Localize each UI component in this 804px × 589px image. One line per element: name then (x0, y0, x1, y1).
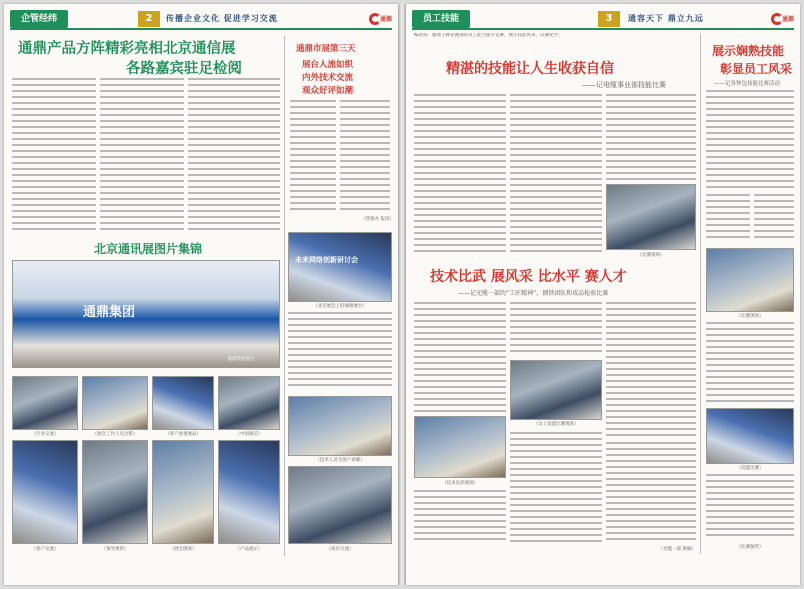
caption-10: （产品展示） (235, 547, 263, 552)
side-article-text3 (754, 194, 794, 242)
side-article-text2 (706, 194, 750, 242)
section-tag: 员工技能 (412, 10, 470, 28)
article1-col2 (510, 94, 602, 254)
caption-1: （比赛现场） (637, 253, 665, 258)
article-body-col1 (12, 78, 96, 234)
side-headline-2: 彰显员工风采 (720, 62, 793, 76)
caption-6: （比赛颁奖） (736, 545, 764, 550)
side-headline-1: 通鼎市展第三天 (296, 44, 356, 54)
page-number: 3 (598, 11, 620, 27)
gallery-photo-4 (218, 376, 280, 430)
gallery-photo-2 (82, 376, 148, 430)
article-body-col2 (100, 78, 184, 234)
header-rule (10, 28, 392, 30)
side-photo-1 (706, 248, 794, 312)
gallery-photo-6 (12, 440, 78, 544)
article2-photo-2 (414, 416, 506, 478)
header-slogan: 通容天下 鼎立九远 (628, 14, 704, 23)
company-logo-icon: 通源 (366, 11, 392, 27)
right-newspaper-page (406, 4, 800, 585)
column-divider (284, 36, 285, 556)
caption-9: （展会现场） (169, 547, 197, 552)
byline: （营销办 报讯） (361, 217, 394, 222)
gallery-photo-10 (288, 466, 392, 544)
article-body-col3 (188, 78, 280, 234)
left-page-header (10, 10, 392, 28)
article2-subtitle: ——记光缆一部的“工匠精神”、钢铁团队和成品检验比赛 (458, 290, 609, 297)
caption-3: （技术比武现场） (442, 481, 478, 486)
gallery-photo-9 (218, 440, 280, 544)
left-newspaper-page (4, 4, 398, 585)
caption-8: （领导视察） (101, 547, 129, 552)
side-headline-3: 内外技术交流 (302, 73, 354, 83)
gallery-photo-8 (152, 440, 214, 544)
article2-photo-1 (510, 360, 602, 420)
section-tag: 企管经纬 (10, 10, 68, 28)
photo-text-block (288, 312, 392, 390)
column-divider (700, 34, 701, 554)
gallery-photo-5 (288, 396, 392, 456)
seminar-photo: 未来网络创新研讨会 (288, 232, 392, 302)
caption-4: （比赛现场） (736, 314, 764, 319)
caption-3: （展会工作人员合影） (92, 432, 138, 437)
side-subtitle: ——记各钟包技能比赛活动 (714, 81, 781, 87)
article1-col1 (414, 94, 506, 254)
booth-photo: 通鼎集团 (12, 260, 280, 368)
side-photo-2 (706, 408, 794, 464)
article1-headline: 精湛的技能让人生收获自信 (446, 61, 614, 77)
caption-4: （客户参观展品） (165, 432, 201, 437)
page-number: 2 (138, 11, 160, 27)
article1-col3 (606, 94, 696, 180)
gallery-photo-1 (12, 376, 78, 430)
article1-subtitle: ——记电缆事业部技能比赛 (582, 81, 666, 89)
gallery-photo-3 (152, 376, 214, 430)
company-logo-icon: 通源 (768, 11, 794, 27)
side-article-col2 (340, 100, 390, 214)
byline: （光缆一部 供稿） (658, 547, 696, 552)
side-headline-4: 观众好评如潮 (302, 86, 354, 96)
article2-col2b (510, 432, 602, 544)
caption-7: （客户交流） (31, 547, 59, 552)
article2-col2 (510, 302, 602, 356)
side-article-text4 (706, 322, 794, 404)
side-article-text5 (706, 474, 794, 540)
main-headline: 通鼎产品方阵精彩亮相北京通信展 (18, 41, 236, 57)
caption-2: （员工技能比赛现场） (533, 422, 579, 427)
side-article-col1 (290, 100, 336, 214)
article2-headline: 技术比武 展风采 比水平 赛人才 (430, 269, 627, 285)
caption-11: （高层交流） (326, 547, 354, 552)
article1-photo (606, 184, 696, 250)
booth-caption: 通鼎集团展台 (227, 357, 255, 362)
side-article-text1 (706, 90, 794, 190)
caption-1: （北京展会上的通源展台） (313, 304, 367, 309)
article2-col3 (606, 302, 696, 438)
side-headline-1: 展示娴熟技能 (712, 44, 785, 58)
editor-note: 编者按：通鼎王牌竞赛国际员工能力提升竞赛，展示技能风采，以赛促学。 (414, 33, 563, 38)
main-subheadline: 各路嘉宾驻足检阅 (126, 61, 242, 77)
header-slogan: 传播企业文化 促进学习交流 (166, 14, 278, 23)
page-fold (398, 4, 406, 585)
caption-5: （技能比赛） (736, 466, 764, 471)
article2-col1b (414, 490, 506, 544)
right-page-header (412, 10, 794, 28)
side-headline-2: 展台人流如织 (302, 60, 354, 70)
gallery-photo-7 (82, 440, 148, 544)
header-rule (412, 28, 794, 30)
caption-2: （行业交流） (31, 432, 59, 437)
article2-col3b (606, 442, 696, 542)
gallery-title: 北京通讯展图片集锦 (94, 242, 203, 256)
caption-5: （中国通信） (235, 432, 263, 437)
caption-6: （技术人员为客户讲解） (315, 458, 365, 463)
article2-col1 (414, 302, 506, 412)
